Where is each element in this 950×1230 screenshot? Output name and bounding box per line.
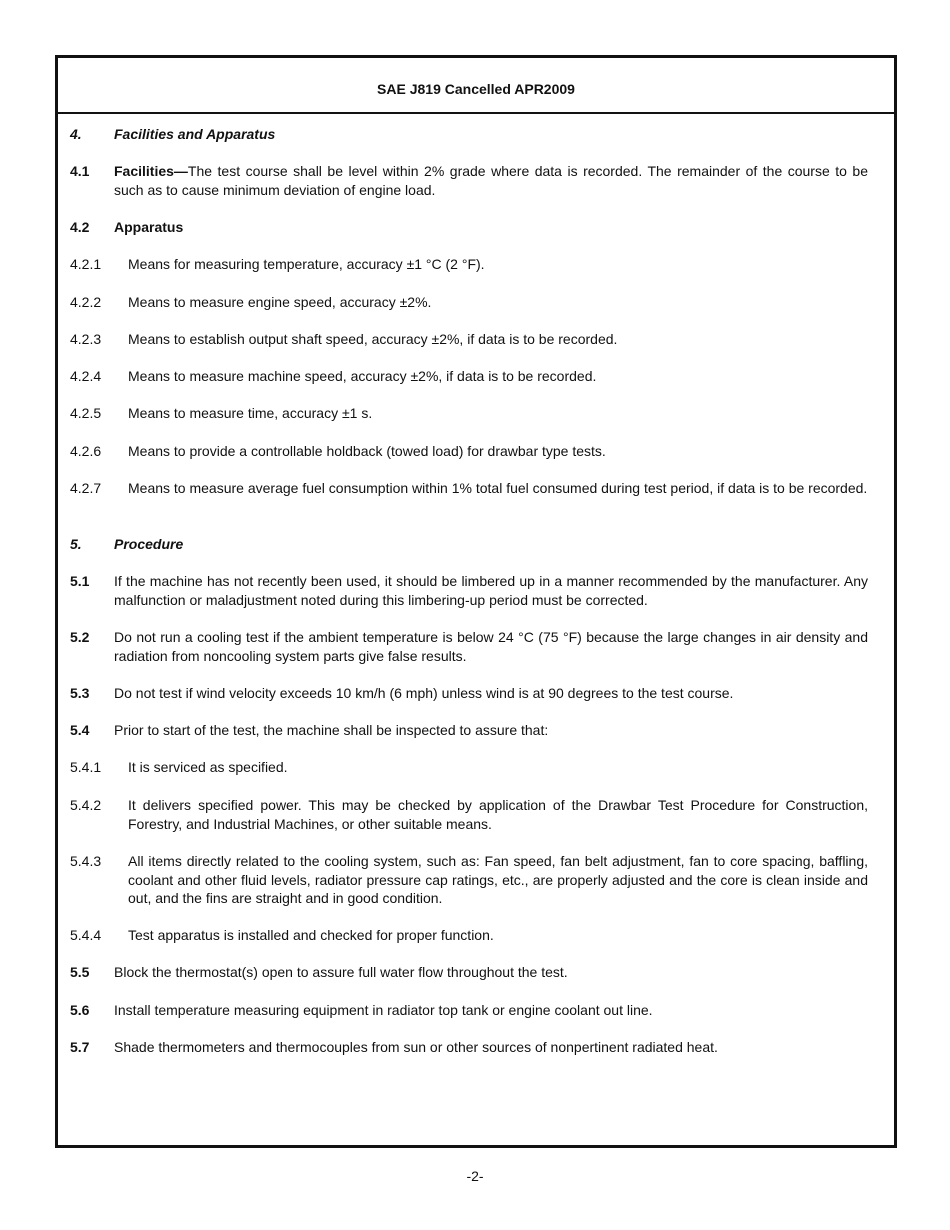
page-frame (55, 55, 897, 1148)
document-title: SAE J819 Cancelled APR2009 (377, 81, 575, 97)
section-number: 4. (70, 126, 82, 142)
item-number: 5.4.1 (70, 759, 102, 775)
paragraph-text: Do not run a cooling test if the ambient temperature is below 24 °C (75 °F) because the large changes in air density and radiation from noncooling system parts give false results. (114, 629, 868, 664)
section-number: 5. (70, 536, 82, 552)
item-number: 4.2.5 (70, 405, 102, 421)
item-number: 5.4.3 (70, 853, 102, 869)
paragraph-text: Prior to start of the test, the machine shall be inspected to assure that: (114, 722, 549, 738)
section-number: 5.2 (70, 629, 90, 645)
paragraph-lead: Facilities— (114, 163, 188, 179)
item-number: 4.2.4 (70, 368, 102, 384)
paragraph-text: Do not test if wind velocity exceeds 10 km/h (6 mph) unless wind is at 90 degrees to the test course. (114, 685, 734, 701)
item-number: 4.2.1 (70, 256, 102, 272)
item-text: It is serviced as specified. (128, 759, 288, 775)
section-number: 4.2 (70, 219, 90, 235)
item-text: All items directly related to the cooling system, such as: Fan speed, fan belt adjustment, fan to core spacing, baffling, coolant and other fluid levels, radiator pressure cap ratings, etc., are properly adjusted and the core is clean inside and out, and the fins are straight and in good condition. (128, 853, 868, 906)
section-number: 5.3 (70, 685, 90, 701)
item-text: Means to measure machine speed, accuracy ±2%, if data is to be recorded. (128, 368, 597, 384)
section-title: Apparatus (114, 219, 184, 235)
item-text: Test apparatus is installed and checked for proper function. (128, 927, 494, 943)
item-number: 4.2.6 (70, 443, 102, 459)
paragraph-text: Shade thermometers and thermocouples from sun or other sources of nonpertinent radiated heat. (114, 1039, 718, 1055)
item-number: 4.2.2 (70, 294, 102, 310)
item-number: 5.4.2 (70, 797, 102, 813)
item-number: 4.2.7 (70, 480, 102, 496)
section-title: Procedure (114, 536, 184, 552)
paragraph-body: The test course shall be level within 2% grade where data is recorded. The remainder of the course to be such as to cause minimum deviation of engine load. (114, 163, 868, 198)
item-text: Means to establish output shaft speed, accuracy ±2%, if data is to be recorded. (128, 331, 618, 347)
item-text: Means to provide a controllable holdback (towed load) for drawbar type tests. (128, 443, 606, 459)
page-number: -2- (466, 1168, 484, 1184)
item-text: Means for measuring temperature, accuracy ±1 °C (2 °F). (128, 256, 485, 272)
section-number: 5.5 (70, 964, 90, 980)
section-number: 4.1 (70, 163, 90, 179)
section-number: 5.6 (70, 1002, 90, 1018)
item-text: Means to measure engine speed, accuracy ±2%. (128, 294, 432, 310)
paragraph-text: If the machine has not recently been used, it should be limbered up in a manner recommended by the manufacturer. Any malfunction or maladjustment noted during this limbering-up period must be corrected. (114, 573, 868, 608)
item-text: Means to measure average fuel consumption within 1% total fuel consumed during test period, if data is to be recorded. (128, 480, 868, 496)
section-number: 5.4 (70, 722, 90, 738)
paragraph-text: Block the thermostat(s) open to assure full water flow throughout the test. (114, 964, 568, 980)
section-number: 5.7 (70, 1039, 90, 1055)
section-number: 5.1 (70, 573, 90, 589)
item-number: 4.2.3 (70, 331, 102, 347)
document-header (58, 58, 894, 114)
item-number: 5.4.4 (70, 927, 102, 943)
section-title: Facilities and Apparatus (114, 126, 276, 142)
item-text: Means to measure time, accuracy ±1 s. (128, 405, 373, 421)
paragraph-text: Install temperature measuring equipment in radiator top tank or engine coolant out line. (114, 1002, 653, 1018)
item-text: It delivers specified power. This may be checked by application of the Drawbar Test Procedure for Construction, Forestry, and Industrial Machines, or other suitable means. (128, 797, 868, 832)
paragraph-text (114, 162, 868, 199)
